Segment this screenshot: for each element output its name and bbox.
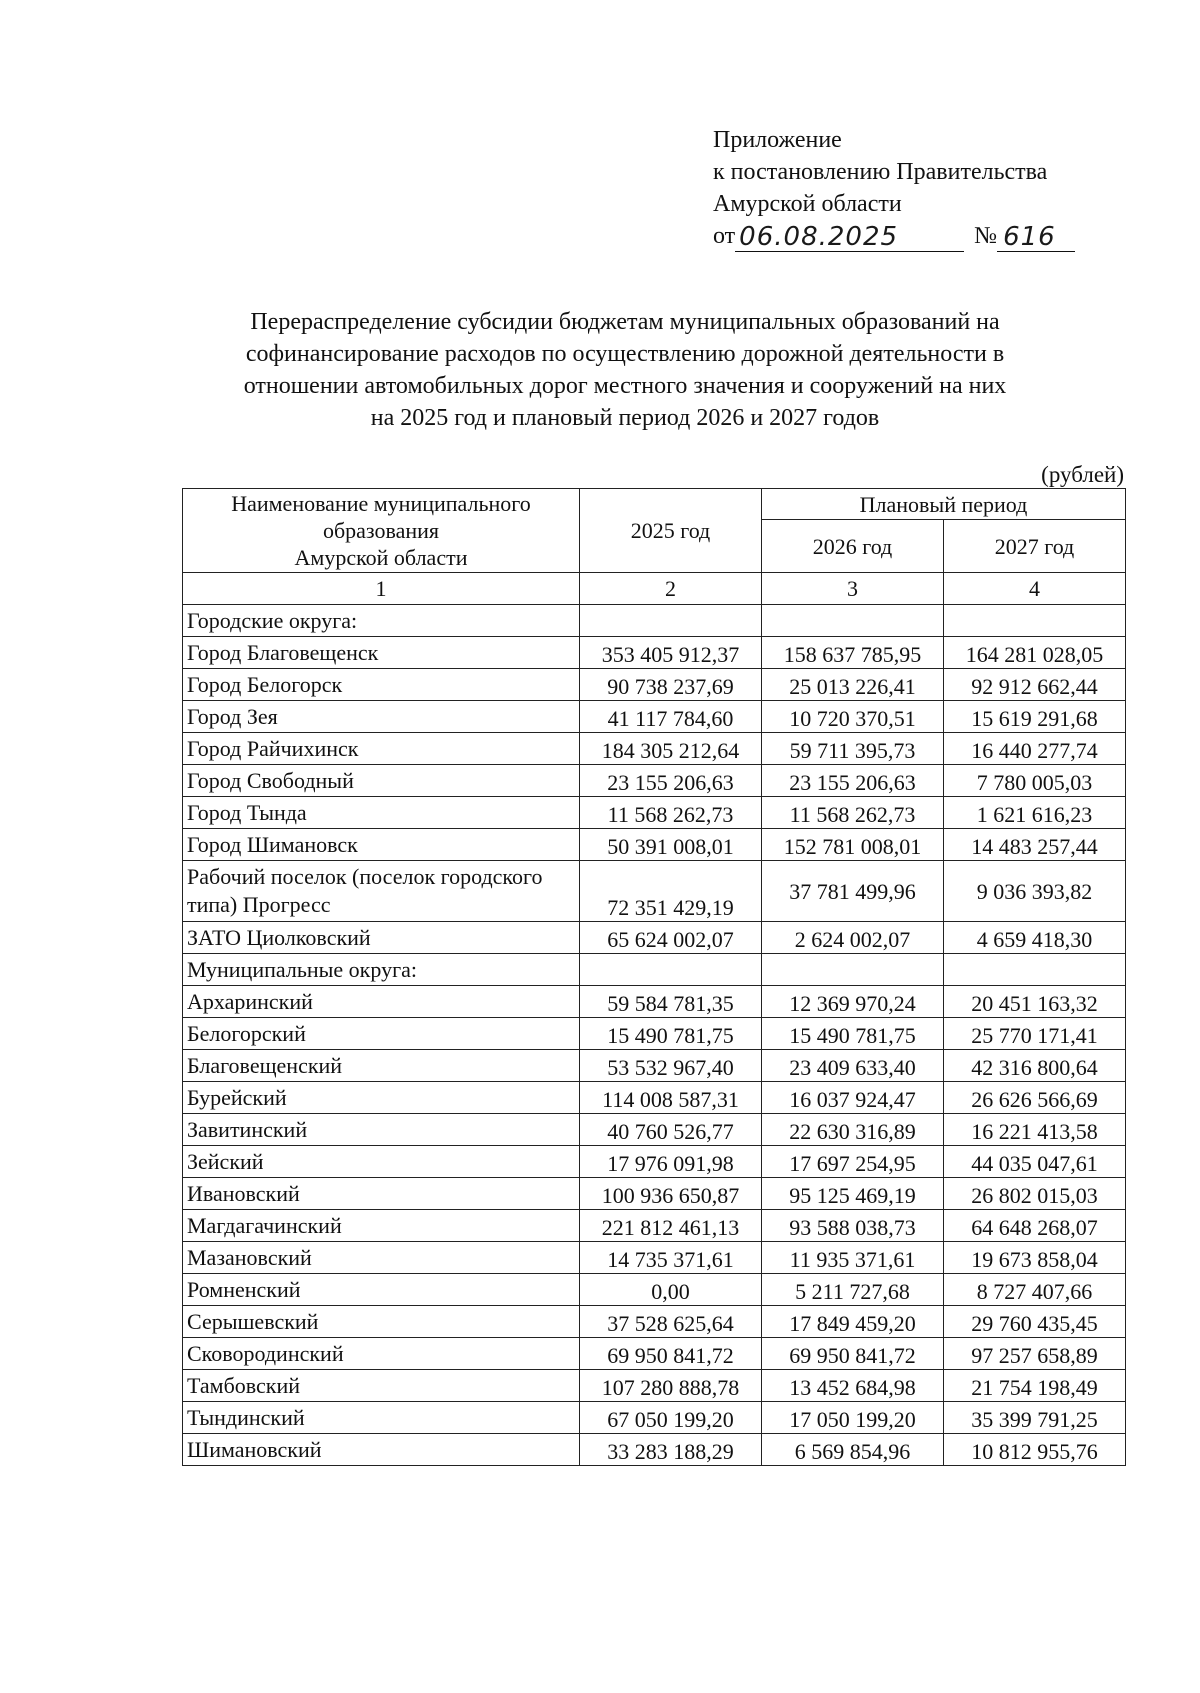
empty-cell [580,954,762,986]
municipality-name: Город Зея [183,701,580,733]
municipality-name: Мазановский [183,1242,580,1274]
table-row [183,1050,1126,1082]
value-2025: 0,00 [580,1274,762,1306]
table-row [183,669,1126,701]
municipality-name: Город Свободный [183,765,580,797]
value-2026: 17 050 199,20 [762,1402,944,1434]
value-2026: 69 950 841,72 [762,1338,944,1370]
value-2026: 93 588 038,73 [762,1210,944,1242]
header-2025: 2025 год [580,489,762,573]
value-2025: 33 283 188,29 [580,1434,762,1466]
value-2025: 15 490 781,75 [580,1018,762,1050]
value-2026: 17 849 459,20 [762,1306,944,1338]
appendix-region: Амурской области [713,191,902,217]
value-2026: 6 569 854,96 [762,1434,944,1466]
value-2025: 41 117 784,60 [580,701,762,733]
table-header-row [183,489,1126,520]
value-2027: 25 770 171,41 [944,1018,1126,1050]
value-2026: 158 637 785,95 [762,637,944,669]
value-2025: 59 584 781,35 [580,986,762,1018]
value-2027: 10 812 955,76 [944,1434,1126,1466]
date-prefix: от [713,223,736,249]
value-2027: 9 036 393,82 [944,861,1126,922]
municipality-name: Тамбовский [183,1370,580,1402]
municipality-name: Сковородинский [183,1338,580,1370]
value-2025: 353 405 912,37 [580,637,762,669]
value-2025: 37 528 625,64 [580,1306,762,1338]
value-2025: 184 305 212,64 [580,733,762,765]
municipality-name: Город Благовещенск [183,637,580,669]
municipality-name: ЗАТО Циолковский [183,922,580,954]
value-2027: 97 257 658,89 [944,1338,1126,1370]
section-row [183,954,1126,986]
municipality-name: Рабочий поселок (поселок городского типа) Прогресс [183,861,580,922]
municipality-name: Ромненский [183,1274,580,1306]
municipality-name: Архаринский [183,986,580,1018]
title-line: Перераспределение субсидии бюджетам муниципальных образований на [250,309,1000,335]
municipality-name: Завитинский [183,1114,580,1146]
municipality-name: Шимановский [183,1434,580,1466]
value-2026: 152 781 008,01 [762,829,944,861]
value-2025: 67 050 199,20 [580,1402,762,1434]
value-2025: 114 008 587,31 [580,1082,762,1114]
table-row [183,1338,1126,1370]
municipality-name: Серышевский [183,1306,580,1338]
value-2025: 69 950 841,72 [580,1338,762,1370]
value-2027: 35 399 791,25 [944,1402,1126,1434]
value-2025: 72 351 429,19 [580,861,762,922]
value-2026: 2 624 002,07 [762,922,944,954]
value-2025: 23 155 206,63 [580,765,762,797]
table-row [183,1146,1126,1178]
unit-label: (рублей) [1041,462,1124,487]
value-2025: 221 812 461,13 [580,1210,762,1242]
appendix-date-number [713,220,1075,252]
value-2027: 44 035 047,61 [944,1146,1126,1178]
value-2026: 23 409 633,40 [762,1050,944,1082]
value-2025: 17 976 091,98 [580,1146,762,1178]
section-label: Городские округа: [183,605,580,637]
table-row [183,922,1126,954]
handwritten-date: 06.08.2025 [735,223,964,252]
municipality-name: Тындинский [183,1402,580,1434]
value-2026: 22 630 316,89 [762,1114,944,1146]
value-2027: 4 659 418,30 [944,922,1126,954]
title-line: отношении автомобильных дорог местного значения и сооружений на них [243,373,1007,399]
column-number-row [183,573,1126,605]
municipality-name: Город Белогорск [183,669,580,701]
value-2027: 16 221 413,58 [944,1114,1126,1146]
table-row [183,701,1126,733]
header-name: Наименование муниципального образования Амурской области [183,489,580,573]
table-row [183,765,1126,797]
value-2026: 59 711 395,73 [762,733,944,765]
column-number: 1 [183,573,580,605]
municipality-name: Магдагачинский [183,1210,580,1242]
section-row [183,605,1126,637]
value-2026: 5 211 727,68 [762,1274,944,1306]
value-2025: 90 738 237,69 [580,669,762,701]
table-row [183,1434,1126,1466]
table-row [183,861,1126,922]
handwritten-number: 616 [997,223,1075,252]
table-row [183,733,1126,765]
value-2025: 53 532 967,40 [580,1050,762,1082]
table-row [183,1402,1126,1434]
appendix-title: Приложение [713,127,842,153]
municipality-name: Бурейский [183,1082,580,1114]
header-2027: 2027 год [944,520,1126,573]
value-2026: 16 037 924,47 [762,1082,944,1114]
value-2027: 26 626 566,69 [944,1082,1126,1114]
table-row [183,1274,1126,1306]
value-2027: 21 754 198,49 [944,1370,1126,1402]
value-2026: 37 781 499,96 [762,861,944,922]
table-row [183,1242,1126,1274]
column-number: 3 [762,573,944,605]
value-2026: 13 452 684,98 [762,1370,944,1402]
value-2027: 29 760 435,45 [944,1306,1126,1338]
value-2026: 12 369 970,24 [762,986,944,1018]
table-row [183,986,1126,1018]
value-2027: 92 912 662,44 [944,669,1126,701]
municipality-name: Ивановский [183,1178,580,1210]
municipality-name: Город Райчихинск [183,733,580,765]
value-2027: 20 451 163,32 [944,986,1126,1018]
table-row [183,1114,1126,1146]
municipality-name: Зейский [183,1146,580,1178]
empty-cell [944,954,1126,986]
table-row [183,797,1126,829]
value-2027: 19 673 858,04 [944,1242,1126,1274]
value-2025: 14 735 371,61 [580,1242,762,1274]
value-2026: 95 125 469,19 [762,1178,944,1210]
value-2027: 16 440 277,74 [944,733,1126,765]
value-2027: 8 727 407,66 [944,1274,1126,1306]
value-2026: 17 697 254,95 [762,1146,944,1178]
section-label: Муниципальные округа: [183,954,580,986]
subsidy-table [182,488,1126,1466]
column-number: 2 [580,573,762,605]
value-2027: 1 621 616,23 [944,797,1126,829]
table-row [183,829,1126,861]
value-2026: 11 935 371,61 [762,1242,944,1274]
value-2026: 10 720 370,51 [762,701,944,733]
value-2025: 65 624 002,07 [580,922,762,954]
title-line: на 2025 год и плановый период 2026 и 2027 годов [370,405,880,431]
value-2027: 15 619 291,68 [944,701,1126,733]
value-2026: 25 013 226,41 [762,669,944,701]
number-prefix: № [974,223,998,249]
table-row [183,1210,1126,1242]
value-2027: 7 780 005,03 [944,765,1126,797]
column-number: 4 [944,573,1126,605]
table-row [183,1370,1126,1402]
table-row [183,637,1126,669]
header-2026: 2026 год [762,520,944,573]
table-row [183,1178,1126,1210]
municipality-name: Благовещенский [183,1050,580,1082]
value-2027: 42 316 800,64 [944,1050,1126,1082]
value-2026: 15 490 781,75 [762,1018,944,1050]
table-row [183,1082,1126,1114]
document-title [150,306,1100,434]
value-2027: 14 483 257,44 [944,829,1126,861]
appendix-resolution: к постановлению Правительства [713,159,1048,185]
municipality-name: Город Тында [183,797,580,829]
value-2026: 11 568 262,73 [762,797,944,829]
appendix-block [713,124,1075,252]
value-2025: 40 760 526,77 [580,1114,762,1146]
value-2027: 26 802 015,03 [944,1178,1126,1210]
empty-cell [762,954,944,986]
value-2025: 11 568 262,73 [580,797,762,829]
table-row [183,1306,1126,1338]
table-row [183,1018,1126,1050]
value-2027: 164 281 028,05 [944,637,1126,669]
municipality-name: Белогорский [183,1018,580,1050]
value-2025: 50 391 008,01 [580,829,762,861]
value-2027: 64 648 268,07 [944,1210,1126,1242]
value-2026: 23 155 206,63 [762,765,944,797]
title-line: софинансирование расходов по осуществлению дорожной деятельности в [245,341,1005,367]
header-planned-period: Плановый период [762,489,1126,520]
value-2025: 107 280 888,78 [580,1370,762,1402]
value-2025: 100 936 650,87 [580,1178,762,1210]
municipality-name: Город Шимановск [183,829,580,861]
